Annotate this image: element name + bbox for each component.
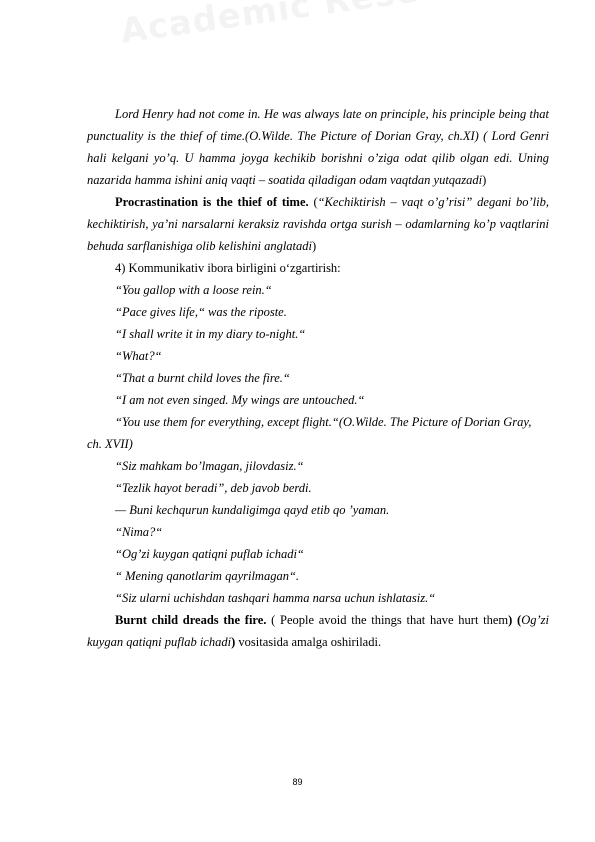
dialogue-line-en: “Pace gives life,“ was the riposte.	[115, 305, 287, 319]
final-bracket: (	[517, 613, 522, 627]
para1-close: )	[482, 173, 487, 187]
document-body	[87, 103, 549, 653]
uzbek-proverb: Og’zi kuygan qatiqni puflab ichadi	[87, 613, 549, 649]
page-number: 89	[292, 777, 303, 787]
dialogue-line-uz: “Nima?“	[115, 525, 163, 539]
citation-quote: “You use them for everything, except flight.“	[115, 415, 339, 429]
dialogue-line-en: “I shall write it in my diary to-night.“	[115, 327, 306, 341]
final-explanation: ( People avoid the things that have hurt them	[266, 613, 509, 627]
citation-source: (O.Wilde. The Picture of Dorian Gray, ch. XVII)	[87, 415, 532, 451]
para1-text: Lord Henry had not come in. He was always late on principle, his principle being that punctuality is the thief of time.(	[87, 107, 549, 143]
dialogue-line-uz: “Siz ularni uchishdan tashqari hamma narsa uchun ishlatasiz.“	[115, 591, 436, 605]
dialogue-line-uz: “ Mening qanotlarim qayrilmagan“.	[115, 569, 300, 583]
paragraph-lord-henry	[87, 103, 549, 191]
dialogue-line-uz: “Siz mahkam bo’lmagan, jilovdasiz.“	[115, 459, 304, 473]
proverb-procrastination: Procrastination is the thief of time.	[115, 195, 309, 209]
section-heading: 4) Kommunikativ ibora birligini o‘zgartirish:	[115, 261, 341, 275]
dialogue-line-uz: “Tezlik hayot beradi”, deb javob berdi.	[115, 481, 312, 495]
proverb-burnt-child: Burnt child dreads the fire.	[115, 613, 267, 627]
final-bracket: )	[508, 613, 513, 627]
dialogue-line-en: “What?“	[115, 349, 162, 363]
dialogue-line-en: “You gallop with a loose rein.“	[115, 283, 272, 297]
dialogue-line-en: “That a burnt child loves the fire.“	[115, 371, 290, 385]
dialogue-line-uz: — Buni kechqurun kundaligimga qayd etib qo ’yaman.	[115, 503, 390, 517]
para2-explanation: “Kechiktirish – vaqt o’g’risi” degani bo’lib, kechiktirish, ya’ni narsalarni keraksiz ravishda ortga surish – odamlarning ko’p vaqtlarini behuda sarflanishiga olib kelishini anglatadi	[87, 195, 549, 253]
dialogue-line-uz: “Og’zi kuygan qatiqni puflab ichadi“	[115, 547, 304, 561]
final-bracket: )	[231, 635, 236, 649]
para1-text: ) ( Lord Genri hali kelgani yo’q. U hamma joyga kechikib borishni o’ziga odat qilib olgan edi. Uning nazarida hamma ishini aniq vaqti – soatida qiladigan odam vaqtdan yutqazadi	[87, 129, 549, 187]
para2-open: (	[308, 195, 318, 209]
final-tail: vositasida amalga oshiriladi.	[235, 635, 382, 649]
watermark	[118, 0, 509, 52]
dialogue-line-en: “I am not even singed. My wings are untouched.“	[115, 393, 365, 407]
paragraph-burnt-child	[87, 609, 549, 653]
paragraph-procrastination	[87, 191, 549, 257]
para1-citation: O.Wilde. The Picture of Dorian Gray, ch.XI	[249, 129, 475, 143]
para2-close: )	[312, 239, 317, 253]
dialogue-line-en-citation	[87, 411, 549, 455]
